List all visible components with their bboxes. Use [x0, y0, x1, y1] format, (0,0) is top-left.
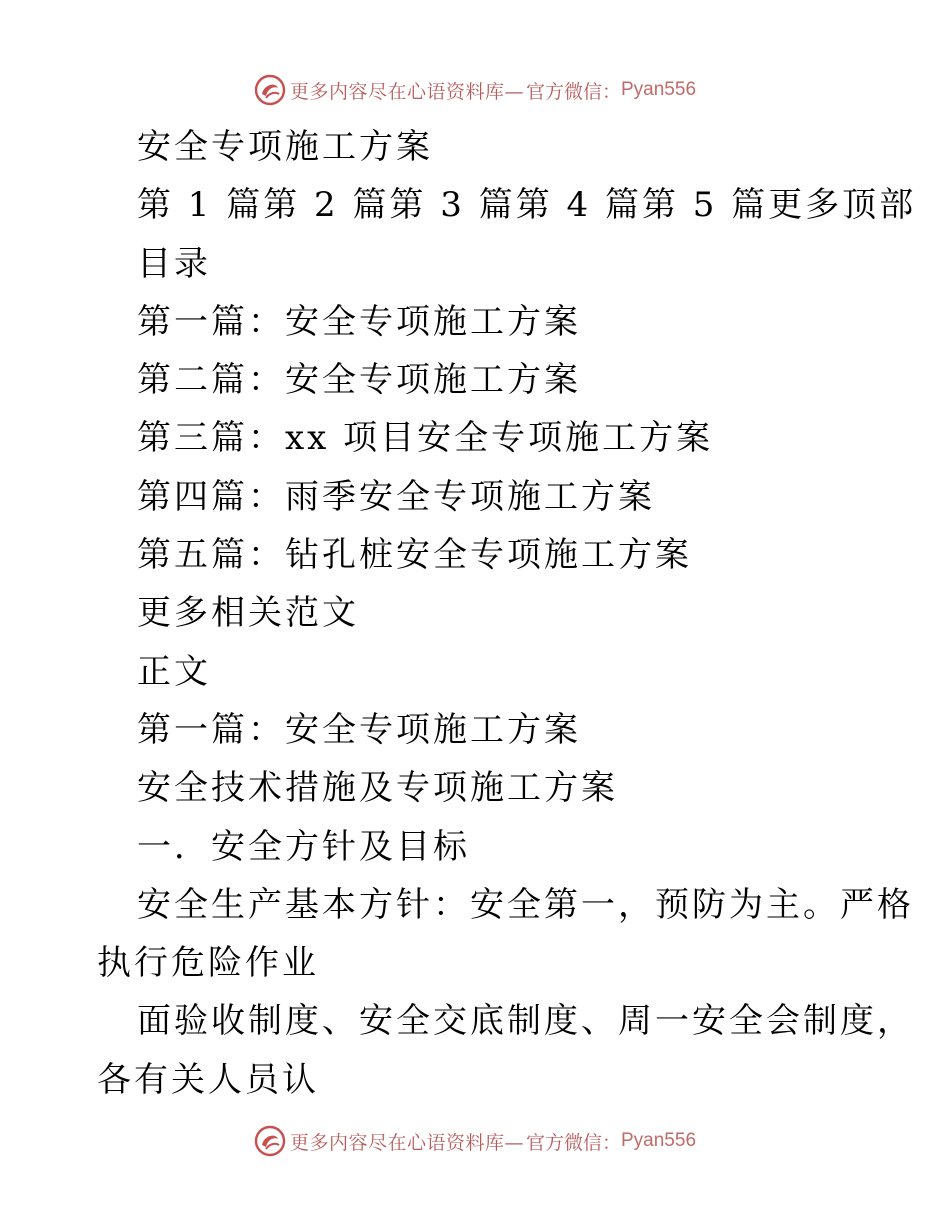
toc-item-1[interactable]: 第一篇：安全专项施工方案 [137, 301, 581, 342]
chapter-nav-links[interactable]: 第 1 篇第 2 篇第 3 篇第 4 篇第 5 篇更多顶部 [137, 185, 917, 226]
promo-text: 更多内容尽在心语资料库— [289, 80, 524, 103]
toc-item-4[interactable]: 第四篇：雨季安全专项施工方案 [137, 476, 655, 517]
wechat-id: Pyan556 [621, 1130, 697, 1151]
footer-banner [0, 1121, 950, 1161]
section-title: 安全技术措施及专项施工方案 [137, 768, 618, 809]
document-body [0, 118, 950, 1109]
wechat-label: 官方微信： [525, 1131, 621, 1154]
subsection-heading: 一．安全方针及目标 [137, 826, 470, 867]
wechat-id: Pyan556 [621, 79, 697, 100]
paragraph-line: 面验收制度、安全交底制度、周一安全会制度， [137, 1001, 914, 1042]
more-related-link[interactable]: 更多相关范文 [137, 593, 359, 634]
chapter-1-heading: 第一篇：安全专项施工方案 [137, 709, 581, 750]
toc-item-3[interactable]: 第三篇：xx 项目安全专项施工方案 [137, 418, 714, 459]
document-title: 安全专项施工方案 [137, 127, 433, 167]
toc-item-2[interactable]: 第二篇：安全专项施工方案 [137, 360, 581, 401]
paragraph-line: 执行危险作业 [97, 943, 319, 984]
header-banner [0, 70, 950, 110]
toc-heading: 目录 [137, 243, 211, 284]
wechat-label: 官方微信： [525, 80, 621, 103]
toc-item-5[interactable]: 第五篇：钻孔桩安全专项施工方案 [137, 535, 692, 576]
body-heading: 正文 [137, 651, 211, 692]
paragraph-line: 安全生产基本方针：安全第一，预防为主。严格 [137, 884, 914, 925]
paragraph-line: 各有关人员认 [97, 1059, 319, 1100]
swirl-logo-icon [254, 74, 286, 106]
swirl-logo-icon [254, 1125, 286, 1157]
promo-text: 更多内容尽在心语资料库— [289, 1131, 524, 1154]
